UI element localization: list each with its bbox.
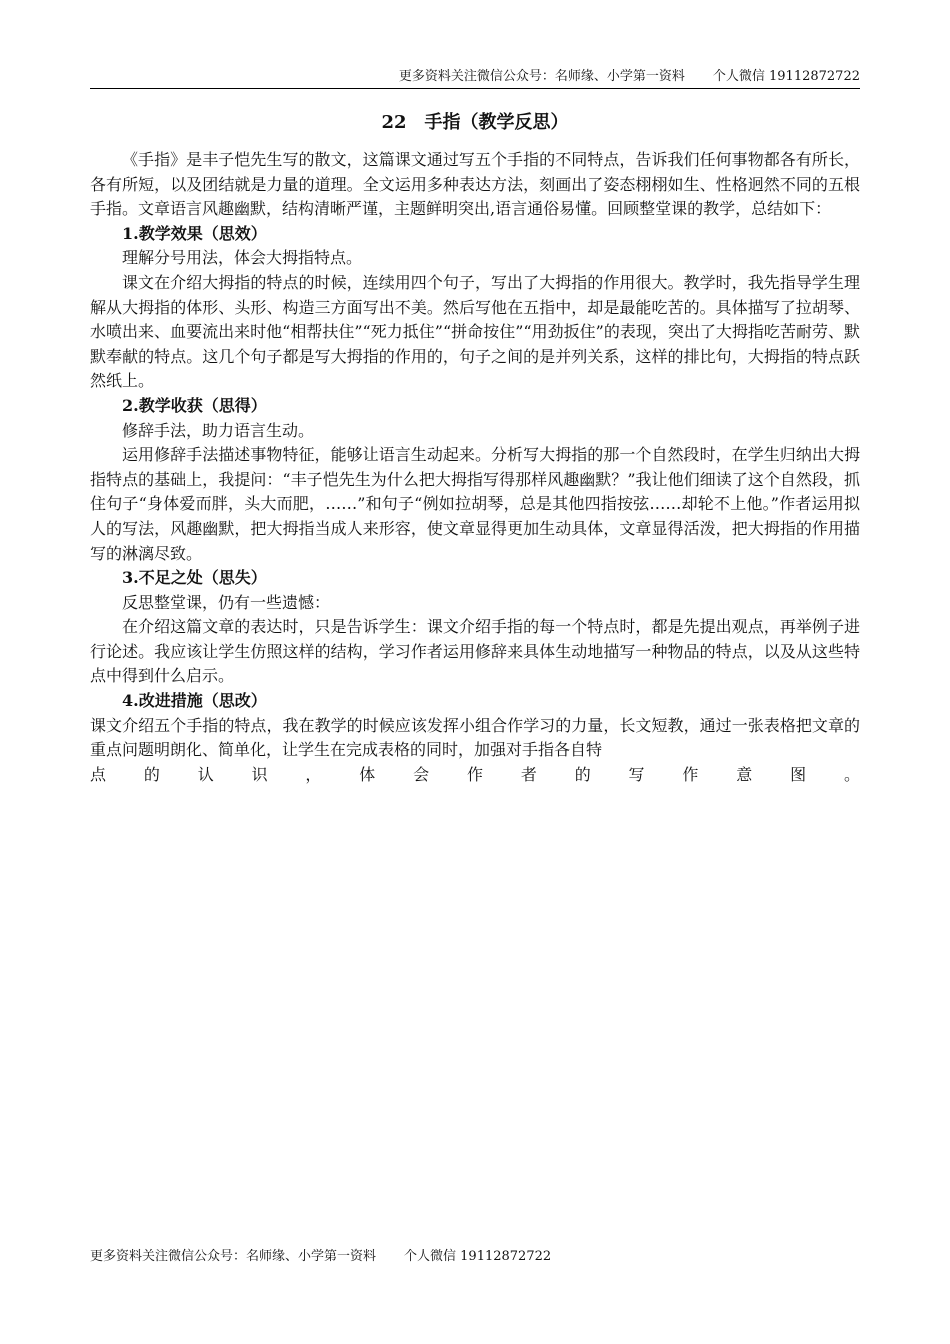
section2-heading: 2.教学收获（思得） xyxy=(122,395,267,415)
section1-heading: 1.教学效果（思效） xyxy=(122,223,267,243)
section1-summary: 理解分号用法，体会大拇指特点。 xyxy=(122,248,363,268)
document-title: 22 手指（教学反思） xyxy=(381,112,569,133)
page-footer xyxy=(90,1248,551,1266)
intro-paragraph: 《手指》是丰子恺先生写的散文，这篇课文通过写五个手指的不同特点，告诉我们任何事物都各有所长，各有所短，以及团结就是力量的道理。全文运用多种表达方法，刻画出了姿态栩栩如生、性格迥然不同的五根手指。文章语言风趣幽默，结构清晰严谨，主题鲜明突出,语言通俗易懂。回顾整堂课的教学，总结如下： xyxy=(90,150,860,219)
section4-heading: 4.改进措施（思改） xyxy=(122,691,267,711)
footer-wechat-text: 个人微信 19112872722 xyxy=(404,1249,552,1264)
section4-body: 课文介绍五个手指的特点，我在教学的时候应该发挥小组合作学习的力量，长文短教，通过一张表格把文章的重点问题明朗化、简单化，让学生在完成表格的同时，加强对手指各自特 xyxy=(90,715,860,760)
header-source-text: 更多资料关注微信公众号：名师缘、小学第一资料 xyxy=(398,69,685,84)
footer-source-text: 更多资料关注微信公众号：名师缘、小学第一资料 xyxy=(90,1249,377,1264)
page-header xyxy=(90,68,860,89)
section2-summary: 修辞手法，助力语言生动。 xyxy=(122,420,315,440)
section3-summary: 反思整堂课，仍有一些遗憾： xyxy=(122,592,331,612)
section4-last-line: 点的认识，体会作者的写作意图。 xyxy=(90,764,860,784)
header-wechat-text: 个人微信 19112872722 xyxy=(712,69,860,84)
section3-heading: 3.不足之处（思失） xyxy=(122,568,267,588)
section2-body: 运用修辞手法描述事物特征，能够让语言生动起来。分析写大拇指的那一个自然段时，在学生归纳出大拇指特点的基础上，我提问：“丰子恺先生为什么把大拇指写得那样风趣幽默？”我让他们细读了这个自然段，抓住句子“身体爱而胖，头大而肥，……”和句子“例如拉胡琴，总是其他四指按弦……却轮不上他。”作者运用拟人的写法，风趣幽默，把大拇指当成人来形容，使文章显得更加生动具体，文章显得活泼，把大拇指的作用描写的淋漓尽致。 xyxy=(90,445,860,563)
section1-body: 课文在介绍大拇指的特点的时候，连续用四个句子，写出了大拇指的作用很大。教学时，我先指导学生理解从大拇指的体形、头形、构造三方面写出不美。然后写他在五指中，却是最能吃苦的。具体描写了拉胡琴、水喷出来、血要流出来时他“相帮扶住”“死力抵住”“拼命按住”“用劲扳住”的表现，突出了大拇指吃苦耐劳、默默奉献的特点。这几个句子都是写大拇指的作用的，句子之间的是并列关系，这样的排比句，大拇指的特点跃然纸上。 xyxy=(90,272,860,391)
document-body xyxy=(90,148,860,787)
section3-body: 在介绍这篇文章的表达时，只是告诉学生：课文介绍手指的每一个特点时，都是先提出观点，再举例子进行论述。我应该让学生仿照这样的结构，学习作者运用修辞来具体生动地描写一种物品的特点，以及从这些特点中得到什么启示。 xyxy=(90,617,860,686)
